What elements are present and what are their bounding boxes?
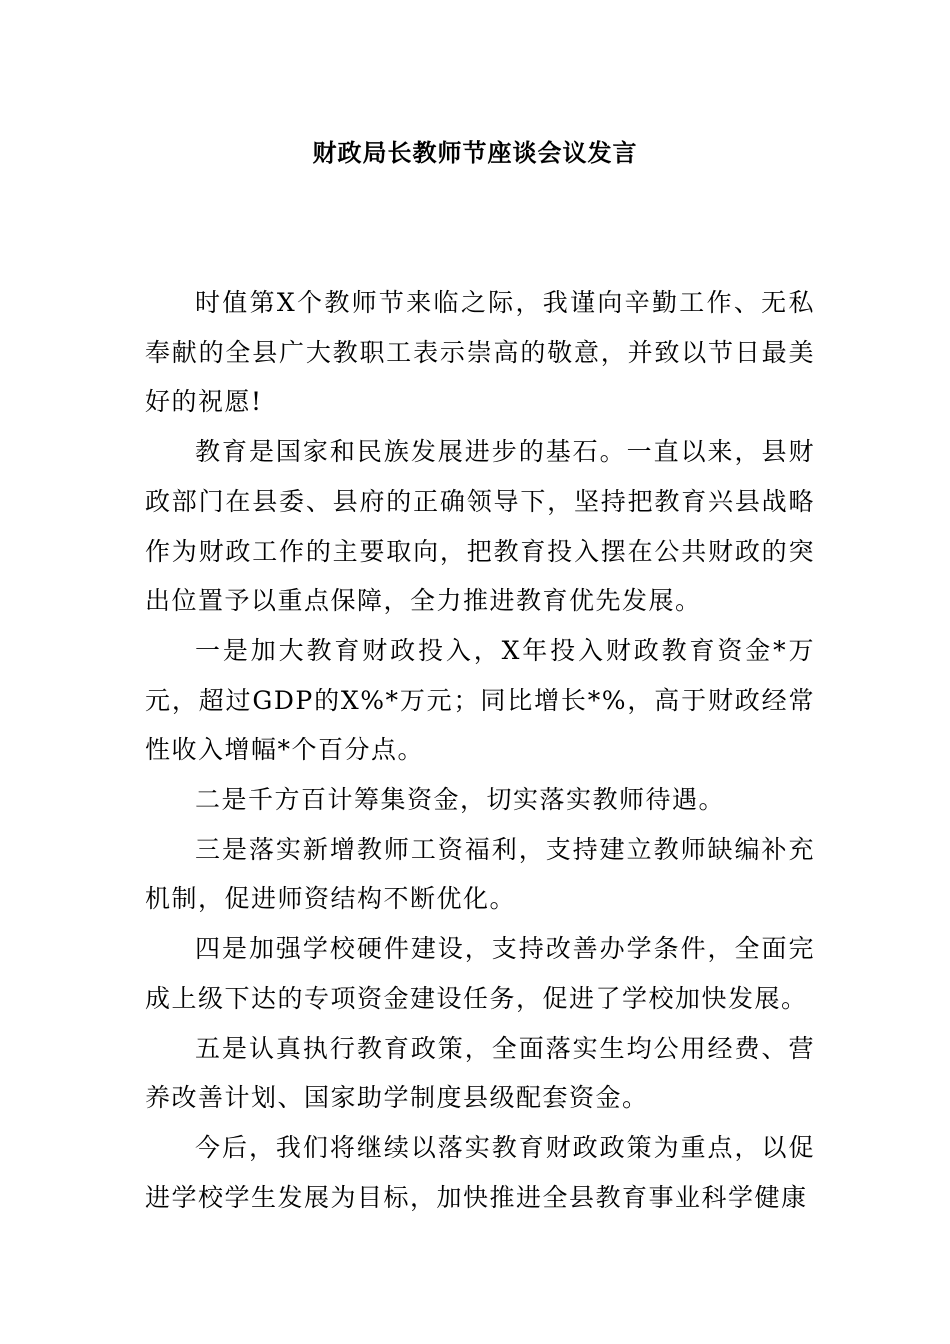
paragraph: 今后，我们将继续以落实教育财政政策为重点，以促进学校学生发展为目标，加快推进全县教育事业科学健康 — [145, 1132, 815, 1212]
paragraph: 三是落实新增教师工资福利，支持建立教师缺编补充机制，促进师资结构不断优化。 — [145, 834, 815, 914]
paragraph: 一是加大教育财政投入，X年投入财政教育资金*万元，超过GDP的X%*万元；同比增长*%，高于财政经常性收入增幅*个百分点。 — [145, 635, 815, 765]
paragraph: 时值第X个教师节来临之际，我谨向辛勤工作、无私奉献的全县广大教职工表示崇高的敬意，并致以节日最美好的祝愿! — [145, 288, 815, 417]
document-body — [145, 278, 815, 1222]
paragraph: 二是千方百计筹集资金，切实落实教师待遇。 — [195, 785, 726, 815]
document-title: 财政局长教师节座谈会议发言 — [312, 138, 638, 167]
paragraph: 教育是国家和民族发展进步的基石。一直以来，县财政部门在县委、县府的正确领导下，坚持把教育兴县战略作为财政工作的主要取向，把教育投入摆在公共财政的突出位置予以重点保障，全力推进教育优先发展。 — [145, 437, 815, 616]
paragraph: 五是认真执行教育政策，全面落实生均公用经费、营养改善计划、国家助学制度县级配套资金。 — [145, 1033, 815, 1113]
paragraph: 四是加强学校硬件建设，支持改善办学条件，全面完成上级下达的专项资金建设任务，促进了学校加快发展。 — [145, 934, 815, 1013]
